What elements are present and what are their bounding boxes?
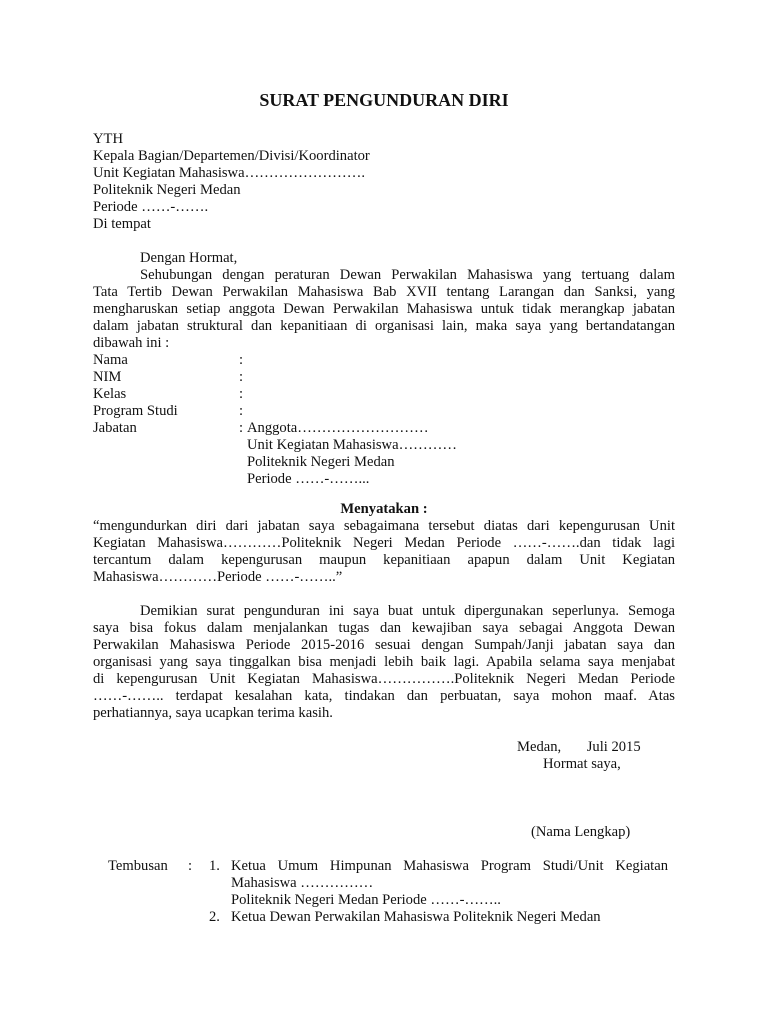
address-line: Kepala Bagian/Departemen/Divisi/Koordinator <box>93 148 370 164</box>
signer-name: (Nama Lengkap) <box>531 824 631 840</box>
paragraph-line: dibawah ini : <box>93 335 170 351</box>
address-line: YTH <box>93 131 123 147</box>
closing-paragraph <box>93 603 675 722</box>
statement-line: “mengundurkan diri dari jabatan saya sebagaimana tersebut diatas dari kepengurusan Unit <box>93 518 675 534</box>
paragraph-line: Sehubungan dengan peraturan Dewan Perwakilan Mahasiswa yang tertuang dalam <box>140 267 675 283</box>
paragraph-line: Tata Tertib Dewan Perwakilan Mahasiswa Bab XVII tentang Larangan dan Sanksi, yang <box>93 284 675 300</box>
statement-paragraph <box>93 518 675 586</box>
paragraph-line: saya bisa fokus dalam menjalankan tugas dan kewajiban saya sebagai Anggota Dewan <box>93 620 675 636</box>
paragraph-line: mengharuskan setiap anggota Dewan Perwakilan Mahasiswa untuk tidak merangkap jabatan <box>93 301 675 317</box>
statement-line: Kegiatan Mahasiswa…………Politeknik Negeri Medan Periode ……-…….dan tidak lagi <box>93 535 675 551</box>
field-program-studi: Program Studi : <box>93 403 244 419</box>
greeting: Dengan Hormat, <box>140 250 238 266</box>
jabatan-details: Unit Kegiatan Mahasiswa………… Politeknik Negeri Medan Periode ……-……... <box>247 437 457 487</box>
address-line: Periode ……-……. <box>93 199 209 215</box>
opening-paragraph <box>93 267 675 352</box>
recipient-address <box>93 131 675 233</box>
paragraph-line: ……-…….. terdapat kesalahan kata, tindakan dan perbuatan, saya mohon maaf. Atas <box>93 688 675 704</box>
cc-number: 2. <box>209 909 220 925</box>
letter-title: SURAT PENGUNDURAN DIRI <box>259 90 509 110</box>
cc-item: Ketua Dewan Perwakilan Mahasiswa Politeknik Negeri Medan <box>231 909 601 925</box>
address-line: Di tempat <box>93 216 151 232</box>
paragraph-line: Perwakilan Mahasiswa Periode 2015-2016 sesuai dengan Sumpah/Janji jabatan saya dan <box>93 637 675 653</box>
statement-line: tercantum dalam kepengurusan maupun kepanitiaan apapun dalam Unit Kegiatan <box>93 552 675 568</box>
cc-number: 1. <box>209 858 220 874</box>
statement-heading: Menyatakan : <box>340 501 428 517</box>
statement-line: Mahasiswa…………Periode ……-……..” <box>93 569 343 585</box>
place-date: Medan, Juli 2015 <box>517 739 641 755</box>
field-jabatan: Jabatan : Anggota……………………… <box>93 420 429 436</box>
paragraph-line: Demikian surat pengunduran ini saya buat untuk dipergunakan seperlunya. Semoga <box>140 603 675 619</box>
field-kelas: Kelas : <box>93 386 244 402</box>
address-line: Politeknik Negeri Medan <box>93 182 241 198</box>
identity-fields <box>93 352 675 488</box>
closing-salutation: Hormat saya, <box>543 756 621 772</box>
paragraph-line: perhatiannya, saya ucapkan terima kasih. <box>93 705 333 721</box>
paragraph-line: organisasi yang saya tinggalkan bisa menjadi lebih baik lagi. Apabila selama saya menjabat <box>93 654 675 670</box>
cc-item: Ketua Umum Himpunan Mahasiswa Program Studi/Unit Kegiatan Mahasiswa …………… Politeknik Negeri Medan Periode ……-…….. <box>231 858 668 908</box>
field-nama: Nama : <box>93 352 244 368</box>
paragraph-line: di kepengurusan Unit Kegiatan Mahasiswa…………….Politeknik Negeri Medan Periode <box>93 671 675 687</box>
field-nim: NIM : <box>93 369 244 385</box>
letter-page: SURAT PENGUNDURAN DIRI YTH Kepala Bagian/Departemen/Divisi/Koordinator Unit Kegiatan Mahasiswa……………………. Politeknik Negeri Medan Periode ……-……. Di tempat Dengan Hormat, Sehubungan dengan peraturan Dewan Perwakilan Mahasiswa yang tertuang dalam Tata Tertib Dewan Perwakilan Mahasiswa Bab XVII tentang Larangan dan Sanksi, yang mengharuskan setiap anggota Dewan Perwakilan Mahasiswa untuk tidak merangkap jabatan dalam jabatan struktural dan kepanitiaan di organisasi lain, maka saya yang bertandatangan dibawah ini : Nama : NIM : Kelas : Program Studi : Jabatan : Anggota……………………… Unit Kegiatan Mahasiswa………… Politeknik Negeri Medan Periode ……-……... Menyatakan : “mengundurkan diri dari jabatan saya sebagaimana tersebut diatas dari kepengurusan Unit Kegiatan Mahasiswa…………Politeknik Negeri Medan Periode ……-…….dan tidak lagi tercantum dalam kepengurusan maupun kepanitiaan apapun dalam Unit Kegiatan Mahasiswa…………Periode ……-……..” Demikian surat pengunduran ini saya buat untuk dipergunakan seperlunya. Semoga saya bisa fokus dalam menjalankan tugas dan kewajiban saya sebagai Anggota Dewan Perwakilan Mahasiswa Periode 2015-2016 sesuai dengan Sumpah/Janji jabatan saya dan organisasi yang saya tinggalkan bisa menjadi lebih baik lagi. Apabila selama saya menjabat di kepengurusan Unit Kegiatan Mahasiswa…………….Politeknik Negeri Medan Periode ……-…….. terdapat kesalahan kata, tindakan dan perbuatan, saya mohon maaf. Atas perhatiannya, saya ucapkan terima kasih. Medan, Juli 2015 Hormat saya, (Nama Lengkap) Tembusan : 1. Ketua Umum Himpunan Mahasiswa Program Studi/Unit Kegiatan Mahasiswa …………… Politeknik Negeri Medan Periode ……-…….. 2. Ketua Dewan Perwakilan Mahasiswa Politeknik Negeri Medan <box>0 0 768 1024</box>
cc-label: Tembusan <box>108 858 168 874</box>
paragraph-line: dalam jabatan struktural dan kepanitiaan di organisasi lain, maka saya yang bertandatangan <box>93 318 675 334</box>
address-line: Unit Kegiatan Mahasiswa……………………. <box>93 165 365 181</box>
